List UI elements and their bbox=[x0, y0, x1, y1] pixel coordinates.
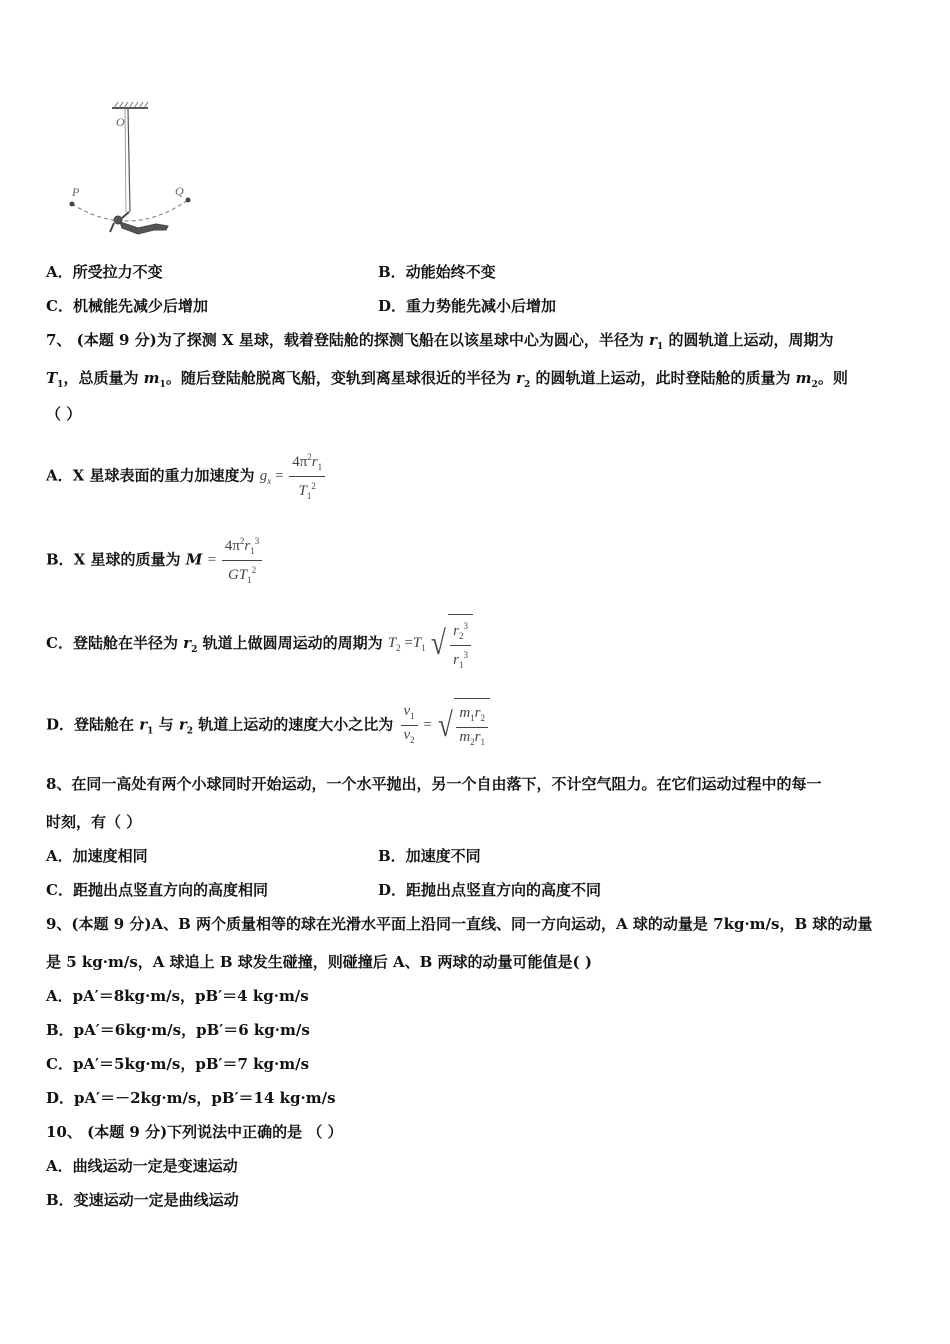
q10-stem: 10、 (本题 9 分)下列说法中正确的是 （ ） bbox=[46, 1123, 343, 1141]
label-o: O bbox=[116, 115, 125, 129]
q9-stem-line2: 是 5 kg·m/s，A 球追上 B 球发生碰撞，则碰撞后 A、B 两球的动量可能值是( ) bbox=[46, 953, 592, 971]
formula-period: $T_2 =T_1$ √ $\frac{r_2^3}{r_1^3}$ bbox=[388, 635, 473, 651]
q7-stem-line1: 7、 (本题 9 分)为了探测 X 星球，载着登陆舱的探测飞船在以该星球中心为圆心，半径为 $r_1$ 的圆轨道上运动，周期为 bbox=[46, 331, 834, 352]
q8-option-b: B．加速度不同 bbox=[378, 847, 481, 865]
q6-option-b: B．动能始终不变 bbox=[378, 263, 496, 281]
q10-option-a: A．曲线运动一定是变速运动 bbox=[46, 1157, 238, 1175]
q8-stem-line1: 8、在同一高处有两个小球同时开始运动，一个水平抛出，另一个自由落下，不计空气阻力。在它们运动过程中的每一 bbox=[46, 775, 822, 793]
q7-stem-line2: $T_1$，总质量为 $m_1$。随后登陆舱脱离飞船，变轨到离星球很近的半径为 $r_2$ 的圆轨道上运动，此时登陆舱的质量为 $m_2$。则 bbox=[46, 369, 848, 390]
q8-option-c: C．距抛出点竖直方向的高度相同 bbox=[46, 881, 268, 899]
q6-option-c: C．机械能先减少后增加 bbox=[46, 297, 208, 315]
formula-speed-ratio: $\frac{v_1}{v_2}$ = √ $\frac{m_1r_2}{m_2r_1}$ bbox=[399, 717, 491, 733]
label-q: Q bbox=[175, 184, 184, 198]
q9-option-a: A．pA′＝8kg·m/s，pB′＝4 kg·m/s bbox=[46, 987, 309, 1005]
q8-option-d: D．距抛出点竖直方向的高度不同 bbox=[378, 881, 602, 899]
q7-option-b: B．X 星球的质量为 M = $\frac{4\pi^2r_1^3}{GT_1^2}$ bbox=[46, 532, 264, 589]
formula-mass: = $\frac{4\pi^2r_1^3}{GT_1^2}$ bbox=[208, 552, 265, 568]
pendulum-figure bbox=[60, 100, 200, 250]
q7-stem-line3: （ ） bbox=[46, 405, 82, 423]
q7-option-c: C．登陆舱在半径为 $r_2$ 轨道上做圆周运动的周期为 $T_2 =T_1$ √ $\frac{r_2^3}{r_1^3}$ bbox=[46, 614, 473, 675]
q9-stem-line1: 9、(本题 9 分)A、B 两个质量相等的球在光滑水平面上沿同一直线、同一方向运动，A 球的动量是 7kg·m/s，B 球的动量 bbox=[46, 915, 873, 933]
q6-option-d: D．重力势能先减小后增加 bbox=[378, 297, 557, 315]
q6-option-a: A．所受拉力不变 bbox=[46, 263, 163, 281]
q9-option-d: D．pA′＝－2kg·m/s，pB′＝14 kg·m/s bbox=[46, 1089, 336, 1107]
q10-option-b: B．变速运动一定是曲线运动 bbox=[46, 1191, 239, 1209]
q7-option-a: A．X 星球表面的重力加速度为 $g_x$ = $\frac{4\pi^2r_1}{T_1^2}$ bbox=[46, 448, 327, 505]
q9-option-c: C．pA′＝5kg·m/s，pB′＝7 kg·m/s bbox=[46, 1055, 310, 1073]
q9-option-b: B．pA′＝6kg·m/s，pB′＝6 kg·m/s bbox=[46, 1021, 310, 1039]
formula-gx: $g_x$ = $\frac{4\pi^2r_1}{T_1^2}$ bbox=[260, 468, 327, 484]
q8-stem-line2: 时刻，有（ ） bbox=[46, 813, 142, 831]
label-p: P bbox=[72, 185, 80, 199]
q8-option-a: A．加速度相同 bbox=[46, 847, 148, 865]
q7-option-d: D．登陆舱在 $r_1$ 与 $r_2$ 轨道上运动的速度大小之比为 $\frac{v_1}{v_2}$ = √ $\frac{m_1r_2}{m_2r_1}$ bbox=[46, 698, 490, 758]
